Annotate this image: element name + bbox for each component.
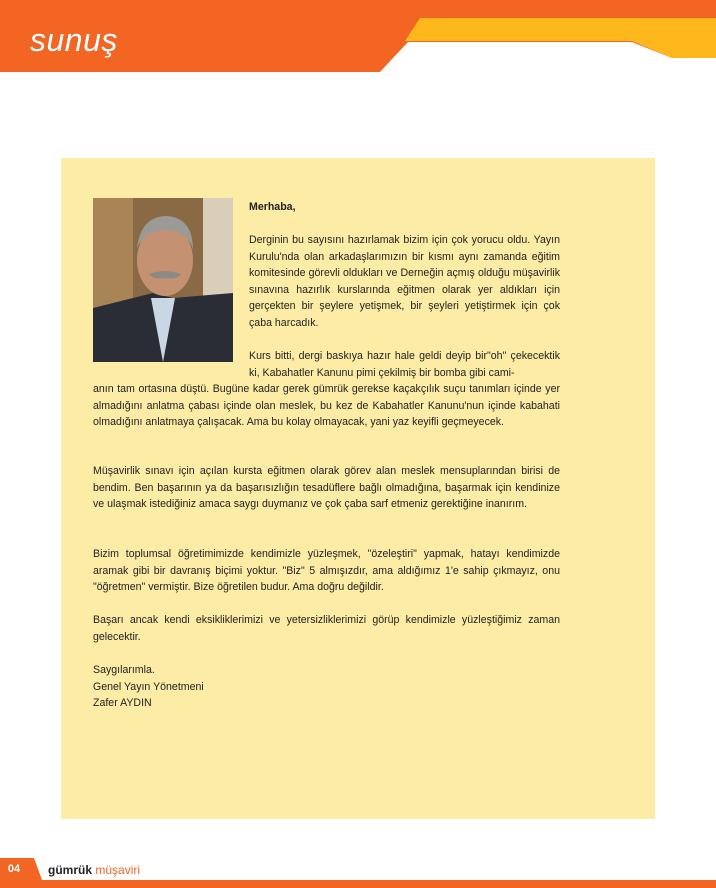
portrait-image (93, 198, 233, 362)
paragraph-4 (93, 546, 560, 596)
section-title: sunuş (30, 22, 118, 58)
paragraph-text: Bizim toplumsal öğretimimizde kendimizle yüzleşmek, "özeleştiri" yapmak, hatayı kendimizde aramak gibi bir davranış biçimi yoktur. "Biz" 5 almışızdır, ama aldığımız 1'e sahip çıkmayız, onu "öğretmen" vermiştir. Bize öğretilen budur. Ama doğru değildir. (93, 548, 560, 594)
paragraph-text: Müşavirlik sınavı için açılan kursta eğitmen olarak görev alan meslek mensuplarından birisi de bendim. Ben başarının ya da başarısızlığın tesadüflere bağlı olmadığına, başarmak için kendinize ve ulaşmak istediğiniz amaca saygı duymanız ve çok çaba sarf etmeniz gerektiğine inanırım. (93, 465, 560, 511)
footer-bar (0, 880, 716, 888)
paragraph-text: Kurs bitti, dergi baskıya hazır hale geldi deyip bir"oh" çekecektik ki, Kabahatler Kanunu pimi çekilmiş bir bomba gibi cami- (249, 350, 560, 379)
paragraph-2-end (93, 381, 560, 431)
paragraph-text: Derginin bu sayısını hazırlamak bizim için çok yorucu oldu. Yayın Kurulu'nda olan arkadaşlarımızın bir kısmı aynı zamanda eğitim komitesinde görevli oldukları ve Derneğin açmış olduğu müşavirlik sınavına hazırlık kurslarında eğitmen olarak yer aldıkları için gerçekten bir şeylere yetişmek, bir şeyleri yetiştirmek için çok çaba harcadık. (249, 234, 560, 329)
header-banner (0, 0, 716, 72)
closing: Saygılarımla. (93, 664, 155, 676)
paragraph-text: Başarı ancak kendi eksikliklerimizi ve yetersizliklerimizi görüp kendimizle yüzleştiğimiz zaman gelecektir. (93, 614, 560, 643)
paragraph-text: anın tam ortasına düştü. Bugüne kadar gerek gümrük gerekse kaçakçılık suçu tanımları içinde yer almadığını anlatma çabası içinde olan meslek, bu kez de Kabahatler Kanunu'nun içinde kabahati olmadığını anlatmaya çalışacak. Ama bu kolay olmayacak, yani yaz keyifli geçmeyecek. (93, 383, 560, 429)
brand-bold: gümrük (48, 863, 93, 877)
page-number: 04 (0, 858, 28, 880)
paragraph-5 (93, 612, 560, 645)
page-tab-arrow (28, 858, 42, 880)
magazine-brand (48, 863, 140, 877)
paragraph-1 (249, 232, 560, 332)
greeting: Merhaba, (249, 201, 296, 213)
brand-light: müşaviri (95, 863, 141, 877)
signature-block (93, 662, 204, 712)
paragraph-2-start (249, 348, 560, 381)
author-role: Genel Yayın Yönetmeni (93, 680, 204, 693)
paragraph-3 (93, 463, 560, 513)
author-name: Zafer AYDIN (93, 697, 152, 710)
author-photo (93, 198, 233, 362)
